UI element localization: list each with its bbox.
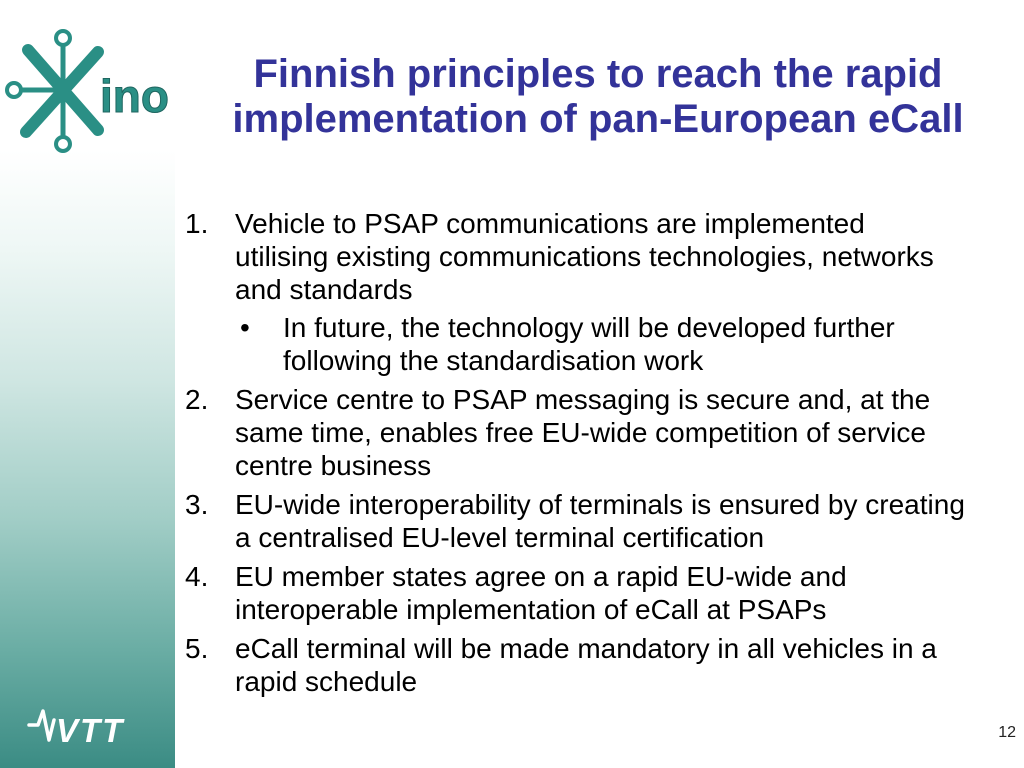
vtt-logo — [25, 700, 140, 750]
list-item — [185, 383, 1015, 482]
xino-logo — [0, 0, 175, 160]
item-line: interoperable implementation of eCall at PSAPs — [235, 594, 827, 625]
xino-logo-letters: ino — [100, 70, 169, 122]
item-line: EU member states agree on a rapid EU-wide and — [235, 561, 847, 592]
item-number: 4. — [185, 561, 209, 592]
item-number: 2. — [185, 384, 209, 415]
item-text — [235, 632, 1015, 698]
item-line: and standards — [235, 274, 413, 305]
sub-item-text — [283, 311, 1015, 377]
list-item — [185, 632, 1015, 698]
item-number: 1. — [185, 208, 209, 239]
sub-item-line: following the standardisation work — [283, 345, 704, 376]
item-line: utilising existing communications technologies, networks — [235, 241, 934, 272]
item-line: rapid schedule — [235, 666, 418, 697]
list-item — [185, 560, 1015, 626]
item-text — [235, 383, 1015, 482]
bullet-marker: • — [240, 312, 250, 343]
item-text — [235, 560, 1015, 626]
item-line: a centralised EU-level terminal certification — [235, 522, 765, 553]
item-line: eCall terminal will be made mandatory in all vehicles in a — [235, 633, 937, 664]
item-text — [235, 207, 1015, 377]
sub-bullet-item — [235, 311, 1015, 377]
item-line: Vehicle to PSAP communications are implemented — [235, 208, 865, 239]
item-line: centre business — [235, 450, 432, 481]
vtt-logo-letters: VTT — [56, 712, 125, 749]
vtt-pulse-mark — [29, 711, 54, 740]
item-text — [235, 488, 1015, 554]
page-number: 12 — [998, 724, 1016, 741]
item-line: same time, enables free EU-wide competition of service — [235, 417, 926, 448]
numbered-list — [185, 207, 1015, 698]
item-number: 5. — [185, 633, 209, 664]
sub-item-line: In future, the technology will be developed further — [283, 312, 895, 343]
slide-title: Finnish principles to reach the rapid implementation of pan-European eCall — [232, 52, 964, 141]
item-line: EU-wide interoperability of terminals is ensured by creating — [235, 489, 965, 520]
item-number: 3. — [185, 489, 209, 520]
list-item — [185, 207, 1015, 377]
list-item — [185, 488, 1015, 554]
item-line: Service centre to PSAP messaging is secure and, at the — [235, 384, 931, 415]
logo-x-mark — [7, 31, 98, 151]
